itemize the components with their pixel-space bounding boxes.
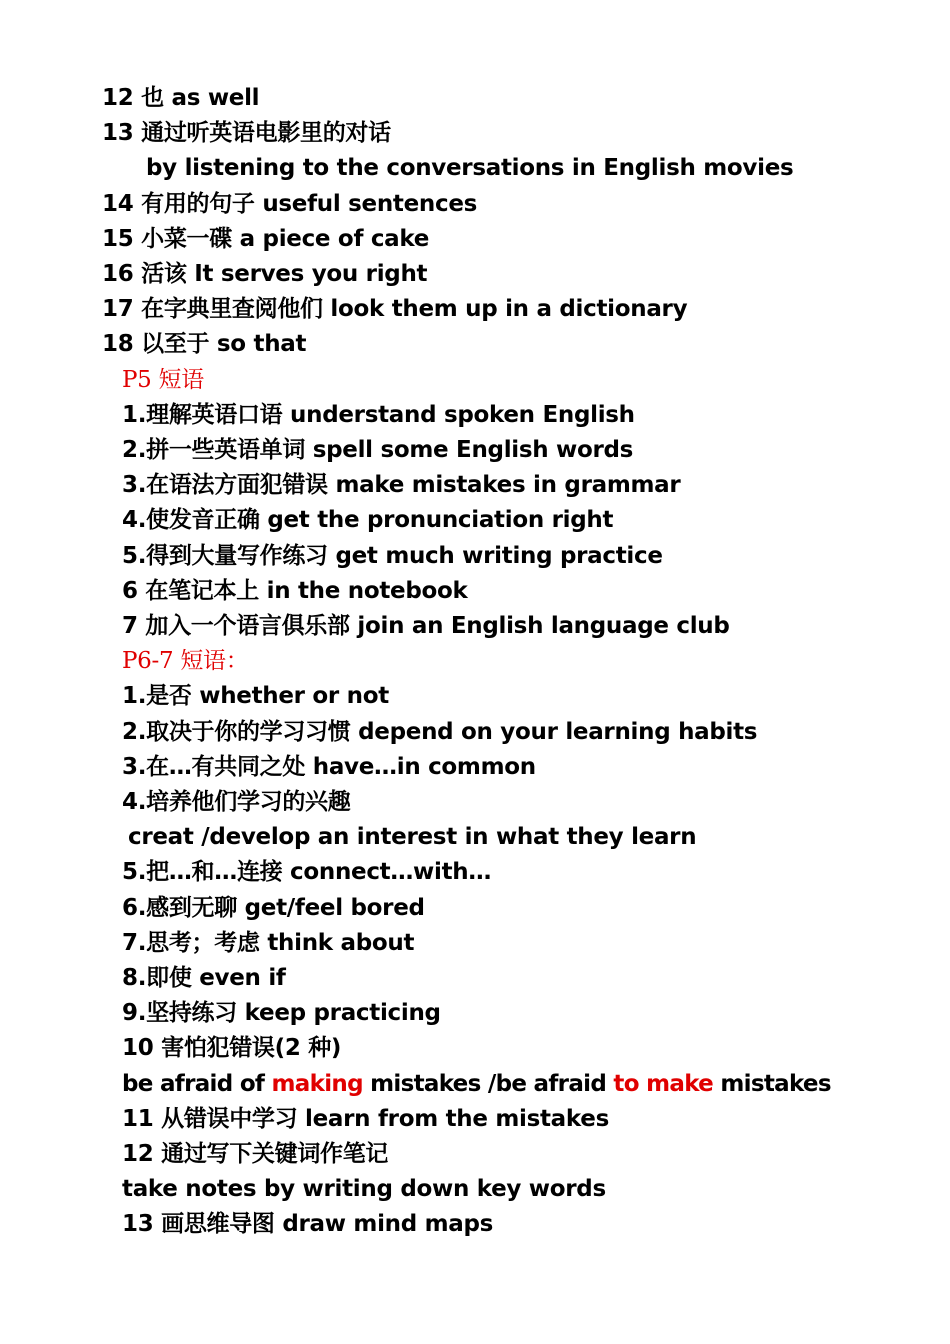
text-segment: 17 在字典里查阅他们 look them up in a dictionary <box>102 296 688 323</box>
text-line <box>122 1031 341 1066</box>
text-segment: 18 以至于 so that <box>102 331 307 358</box>
text-line <box>122 398 635 433</box>
highlight-text: P5 短语 <box>122 366 204 393</box>
text-line <box>122 1102 609 1137</box>
text-segment: 5.把…和…连接 connect…with… <box>122 859 492 886</box>
text-segment: 7 加入一个语言俱乐部 join an English language club <box>122 613 730 639</box>
text-line <box>122 1067 831 1102</box>
text-segment: 6 在笔记本上 in the notebook <box>122 577 468 604</box>
text-line <box>102 81 259 116</box>
text-segment: be afraid of <box>122 1070 272 1097</box>
text-line <box>122 503 613 538</box>
text-line <box>122 1207 493 1242</box>
highlight-text: making <box>271 1070 363 1097</box>
text-segment: 3.在语法方面犯错误 make mistakes in grammar <box>122 472 681 499</box>
text-line <box>146 151 793 186</box>
text-segment: 6.感到无聊 get/feel bored <box>122 894 425 921</box>
text-segment: 15 小菜一碟 a piece of cake <box>102 225 430 252</box>
highlight-text: P6-7 短语： <box>122 648 249 675</box>
text-line <box>122 574 468 609</box>
text-segment: 9.坚持练习 keep practicing <box>122 1000 441 1027</box>
text-segment: 4.使发音正确 get the pronunciation right <box>122 507 614 534</box>
text-segment: 5.得到大量写作练习 get much writing practice <box>122 542 663 569</box>
text-segment: 14 有用的句子 useful sentences <box>102 190 478 217</box>
text-line <box>122 1172 606 1207</box>
text-segment: 16 活该 It serves you right <box>102 261 428 287</box>
text-segment: creat /develop an interest in what they learn <box>128 824 697 851</box>
text-line <box>102 292 687 327</box>
text-segment: 1.理解英语口语 understand spoken English <box>122 401 635 428</box>
text-line <box>122 1137 388 1172</box>
text-segment: 10 害怕犯错误(2 种) <box>122 1035 342 1062</box>
text-line <box>122 609 730 644</box>
text-line <box>102 187 477 222</box>
text-segment: mistakes /be afraid <box>362 1070 614 1097</box>
text-line <box>122 961 286 996</box>
text-segment: by listening to the conversations in English movies <box>146 155 794 182</box>
text-segment: 12 也 as well <box>102 85 260 111</box>
text-line <box>122 679 389 714</box>
text-segment: 2.拼一些英语单词 spell some English words <box>122 437 634 463</box>
text-segment: mistakes <box>713 1070 831 1097</box>
text-segment: 11 从错误中学习 learn from the mistakes <box>122 1105 609 1132</box>
text-segment: 13 通过听英语电影里的对话 <box>102 120 391 147</box>
text-line <box>102 327 306 362</box>
section-heading <box>122 644 248 679</box>
text-line <box>122 433 633 468</box>
text-segment: take notes by writing down key words <box>122 1176 606 1203</box>
text-line <box>102 257 427 292</box>
text-segment: 8.即使 even if <box>122 965 286 991</box>
highlight-text: to make <box>613 1070 714 1097</box>
section-heading <box>122 363 204 398</box>
text-line <box>122 468 680 503</box>
text-line <box>122 715 757 750</box>
text-line <box>122 539 663 574</box>
text-segment: 4.培养他们学习的兴趣 <box>122 789 351 815</box>
text-line <box>122 855 491 890</box>
text-segment: 7.思考；考虑 think about <box>122 929 415 956</box>
text-line <box>102 222 429 257</box>
text-line <box>122 785 350 820</box>
text-segment: 2.取决于你的学习习惯 depend on your learning habits <box>122 718 758 745</box>
text-line <box>102 116 391 151</box>
text-segment: 13 画思维导图 draw mind maps <box>122 1211 494 1238</box>
text-line <box>122 891 425 926</box>
text-segment: 12 通过写下关键词作笔记 <box>122 1141 389 1167</box>
text-segment: 3.在…有共同之处 have…in common <box>122 753 536 780</box>
text-line <box>122 926 414 961</box>
text-segment: 1.是否 whether or not <box>122 683 389 710</box>
text-line <box>122 996 441 1031</box>
text-line <box>122 750 536 785</box>
text-line <box>128 820 696 855</box>
